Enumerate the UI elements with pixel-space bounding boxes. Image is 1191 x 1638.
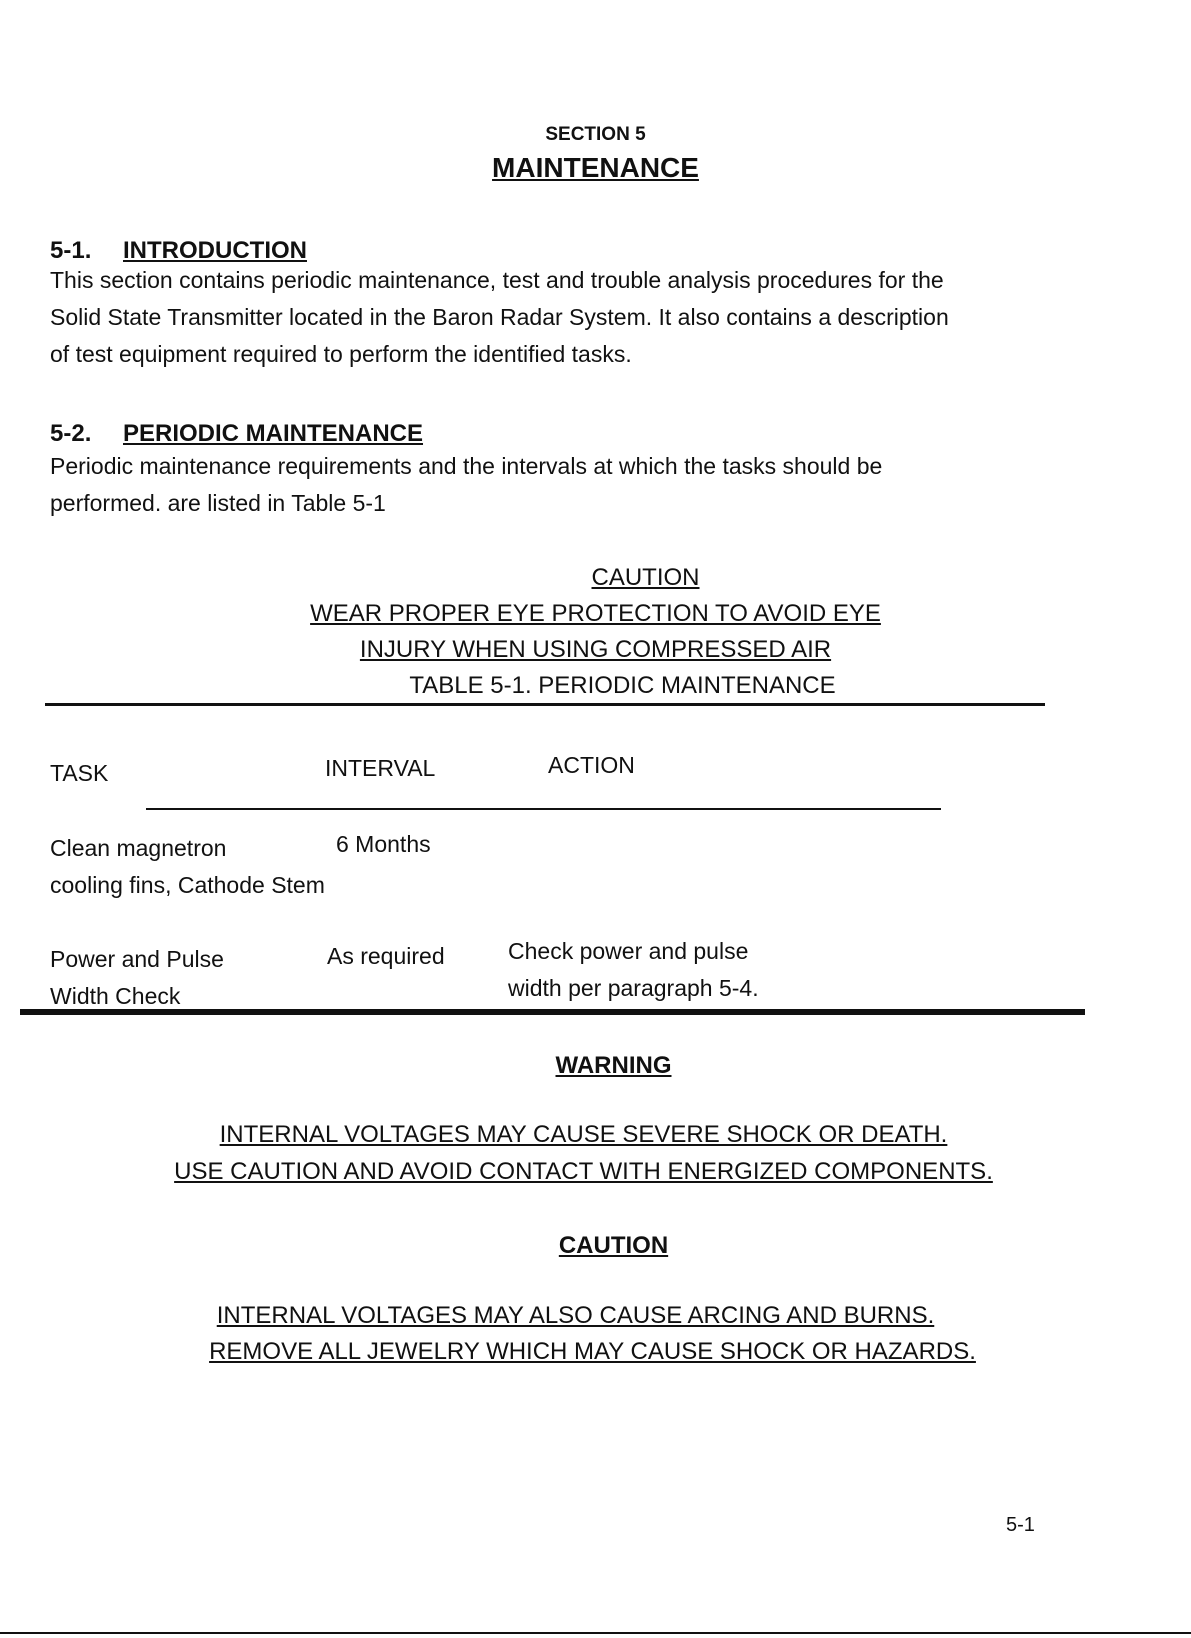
table-header-action: ACTION: [548, 752, 635, 778]
section-title-text: MAINTENANCE: [492, 152, 699, 183]
caution1-title: CAUTION: [591, 564, 700, 591]
caution1-line1: WEAR PROPER EYE PROTECTION TO AVOID EYE: [310, 600, 881, 627]
periodic-title: PERIODIC MAINTENANCE: [123, 420, 424, 447]
warning-title: WARNING: [555, 1052, 672, 1079]
table-row-2-task: Power and Pulse Width Check: [50, 946, 224, 1009]
intro-number: 5-1.: [50, 237, 92, 264]
intro-paragraph: [50, 262, 1110, 373]
intro-line: Solid State Transmitter located in the Baron Radar System. It also contains a description: [50, 304, 949, 330]
page-bottom-rule: [0, 1632, 1191, 1634]
table-top-rule: [45, 703, 1045, 706]
page-number: 5-1: [1006, 1514, 1035, 1536]
caution2-line2: REMOVE ALL JEWELRY WHICH MAY CAUSE SHOCK OR HAZARDS.: [209, 1338, 976, 1365]
table-bottom-rule: [20, 1009, 1085, 1015]
periodic-line: performed. are listed in Table 5-1: [50, 490, 386, 516]
intro-heading: [50, 237, 307, 265]
table-row-2-action: Check power and pulse width per paragraph 5-4.: [508, 938, 759, 1001]
section-label: SECTION 5: [545, 124, 646, 145]
table-title: TABLE 5-1. PERIODIC MAINTENANCE: [409, 672, 836, 699]
table-row-1-interval: 6 Months: [336, 831, 431, 857]
periodic-line: Periodic maintenance requirements and the intervals at which the tasks should be: [50, 453, 883, 479]
periodic-heading: [50, 420, 423, 448]
periodic-number: 5-2.: [50, 420, 92, 447]
caution1-line2: INJURY WHEN USING COMPRESSED AIR: [359, 636, 832, 663]
table-header-rule: [146, 808, 941, 810]
table-header-interval: INTERVAL: [325, 755, 436, 781]
section-title: [0, 152, 1191, 184]
intro-line: This section contains periodic maintenance, test and trouble analysis procedures for the: [50, 267, 944, 293]
caution2-title: CAUTION: [558, 1232, 669, 1259]
intro-title: INTRODUCTION: [123, 237, 307, 264]
caution2-line1: INTERNAL VOLTAGES MAY ALSO CAUSE ARCING AND BURNS.: [216, 1302, 935, 1329]
table-header-task: TASK: [50, 760, 109, 786]
intro-line: of test equipment required to perform the identified tasks.: [50, 341, 632, 367]
table-row-1-task: Clean magnetron cooling fins, Cathode Stem: [50, 835, 325, 898]
warning-line2: USE CAUTION AND AVOID CONTACT WITH ENERGIZED COMPONENTS.: [174, 1158, 993, 1185]
warning-line1: INTERNAL VOLTAGES MAY CAUSE SEVERE SHOCK OR DEATH.: [219, 1121, 948, 1148]
table-row-2-interval: As required: [327, 943, 445, 969]
periodic-paragraph: [50, 448, 1110, 522]
